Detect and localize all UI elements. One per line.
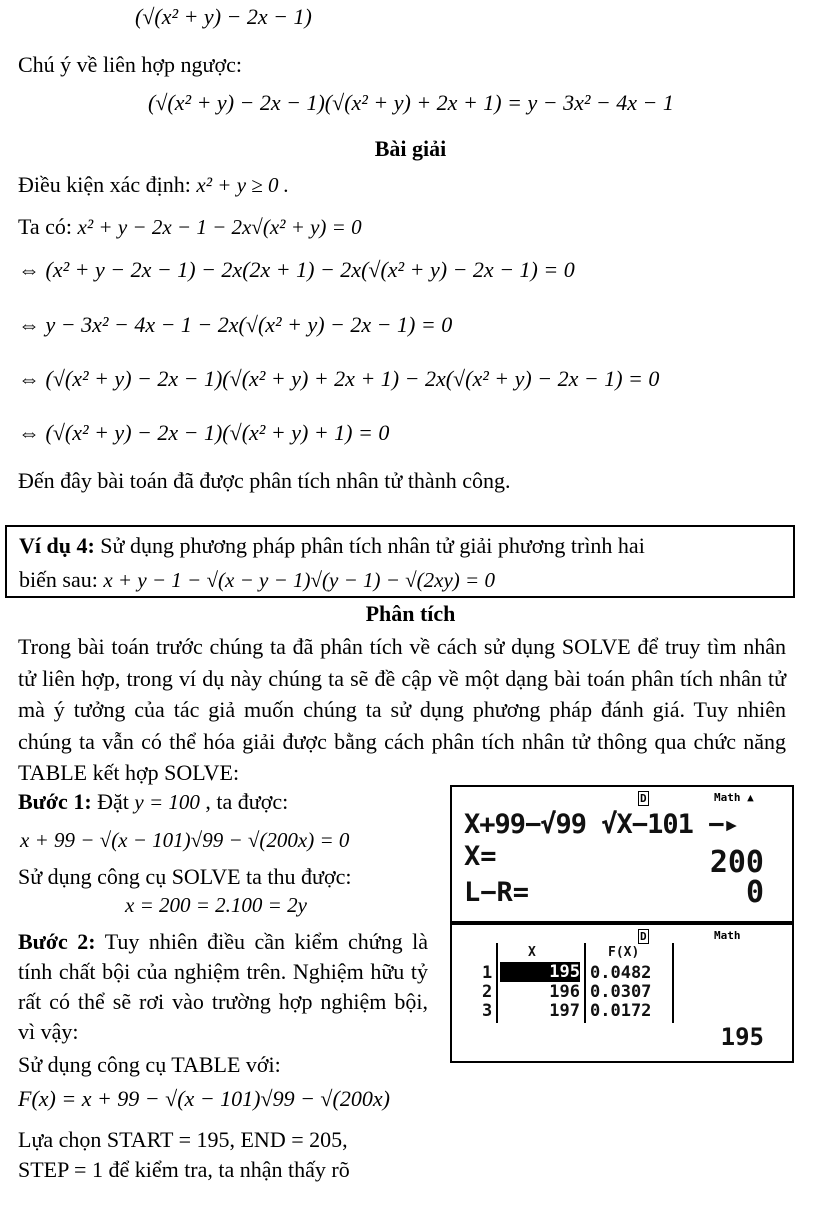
calc1-lr-label: L−R=	[464, 877, 530, 908]
calc2-mode-indicator: Math	[714, 929, 741, 942]
step-one-result: x = 200 = 2.100 = 2y	[125, 893, 307, 917]
analysis-title: Phân tích	[365, 601, 456, 626]
calc2-row2-x: 196	[549, 982, 580, 1002]
conjugate-expression: (√(x² + y) − 2x − 1)(√(x² + y) + 2x + 1) = y − 3x² − 4x − 1	[148, 90, 674, 115]
calc2-footer-value: 195	[720, 1023, 764, 1051]
conclusion-text: Đến đây bài toán đã được phân tích nhân tử thành công.	[18, 468, 511, 493]
step-two-paragraph	[18, 927, 428, 1047]
calc2-col-f: F(X)	[608, 945, 640, 960]
calc2-table	[480, 943, 676, 1023]
example-equation: x + y − 1 − √(x − y − 1)√(y − 1) − √(2xy) = 0	[103, 568, 495, 592]
example-line-2	[19, 565, 495, 595]
calc2-d-indicator: D	[640, 930, 647, 943]
calc2-row1-f: 0.0482	[590, 963, 652, 983]
calc1-x-value: 200	[709, 845, 764, 880]
calc2-row2-f: 0.0307	[590, 982, 652, 1002]
step-one-equation: x + 99 − √(x − 101)√99 − √(200x) = 0	[20, 828, 350, 852]
example-box	[5, 525, 795, 598]
step2-expression: ⇔ y − 3x² − 4x − 1 − 2x(√(x² + y) − 2x − 1) = 0	[18, 312, 453, 337]
condition-label: Điều kiện xác định:	[18, 172, 191, 197]
example-text-1: Sử dụng phương pháp phân tích nhân tử giải phương trình hai	[100, 533, 645, 558]
step-one-text-after: , ta được:	[205, 789, 289, 814]
step-two-label: Bước 2:	[18, 929, 96, 954]
calc2-row1-index: 1	[482, 963, 493, 983]
calc1-mode-indicator: Math ▲	[714, 791, 754, 804]
step-one-text: Đặt	[97, 789, 129, 814]
step3-expression: ⇔ (√(x² + y) − 2x − 1)(√(x² + y) + 2x + 1) − 2x(√(x² + y) − 2x − 1) = 0	[18, 366, 660, 391]
step0-label: Ta có:	[18, 214, 73, 239]
step0-line	[18, 212, 362, 242]
step-one-line	[18, 787, 288, 817]
calculator-table-screen	[450, 923, 794, 1063]
calc1-x-label: X=	[464, 841, 497, 872]
note-text: Chú ý về liên hợp ngược:	[18, 52, 242, 77]
step-two-range-line-2: STEP = 1 để kiểm tra, ta nhận thấy rõ	[18, 1157, 350, 1182]
step-two-text: Tuy nhiên điều cần kiểm chứng là tính chất bội của nghiệm trên. Nghiệm hữu tỷ rất có thể sẽ rơi vào trường hợp nghiệm bội, vì vậy:	[18, 929, 428, 1044]
step-one-solve-text: Sử dụng công cụ SOLVE ta thu được:	[18, 864, 352, 889]
calc2-row1-x: 195	[500, 962, 580, 982]
calculator-solve-screen	[450, 785, 794, 923]
step-one-set-expression: y = 100	[134, 790, 200, 814]
analysis-paragraph: Trong bài toán trước chúng ta đã phân tích về cách sử dụng SOLVE để truy tìm nhân tử liên hợp, trong ví dụ này chúng ta sẽ đề cập về một dạng bài toán phân tích nhân tử mà ý tưởng của tác giả muốn chúng ta sử dụng phương pháp đánh giá. Tuy nhiên chúng ta vẫn có thể hóa giải được bằng cách phân tích nhân tử thông qua chức năng TABLE kết hợp SOLVE:	[18, 634, 786, 785]
condition-line	[18, 170, 289, 200]
solution-title: Bài giải	[374, 136, 447, 161]
step-two-function: F(x) = x + 99 − √(x − 101)√99 − √(200x)	[18, 1086, 390, 1111]
step0-expression: x² + y − 2x − 1 − 2x√(x² + y) = 0	[77, 215, 362, 239]
calc2-row3-index: 3	[482, 1001, 493, 1021]
step4-expression: ⇔ (√(x² + y) − 2x − 1)(√(x² + y) + 1) = 0	[18, 420, 390, 445]
calc1-d-indicator: D	[640, 792, 647, 805]
top-expression: (√(x² + y) − 2x − 1)	[135, 4, 312, 29]
example-line-1	[19, 531, 783, 561]
calc2-row2-index: 2	[482, 982, 493, 1002]
step1-expression: ⇔ (x² + y − 2x − 1) − 2x(2x + 1) − 2x(√(x² + y) − 2x − 1) = 0	[18, 257, 575, 282]
calc1-lr-value: 0	[745, 875, 764, 910]
step-two-table-text: Sử dụng công cụ TABLE với:	[18, 1052, 281, 1077]
calc2-col-x: X	[528, 945, 536, 960]
calc2-row3-f: 0.0172	[590, 1001, 652, 1021]
example-text-2: biến sau:	[19, 567, 98, 592]
step-two-range-line-1: Lựa chọn START = 195, END = 205,	[18, 1127, 348, 1152]
example-label: Ví dụ 4:	[19, 533, 95, 558]
calc2-row3-x: 197	[549, 1001, 580, 1021]
calc1-expression: X+99−√99 √X−101 −▸	[464, 809, 739, 840]
condition-expression: x² + y ≥ 0 .	[196, 173, 290, 197]
step-one-label: Bước 1:	[18, 789, 92, 814]
